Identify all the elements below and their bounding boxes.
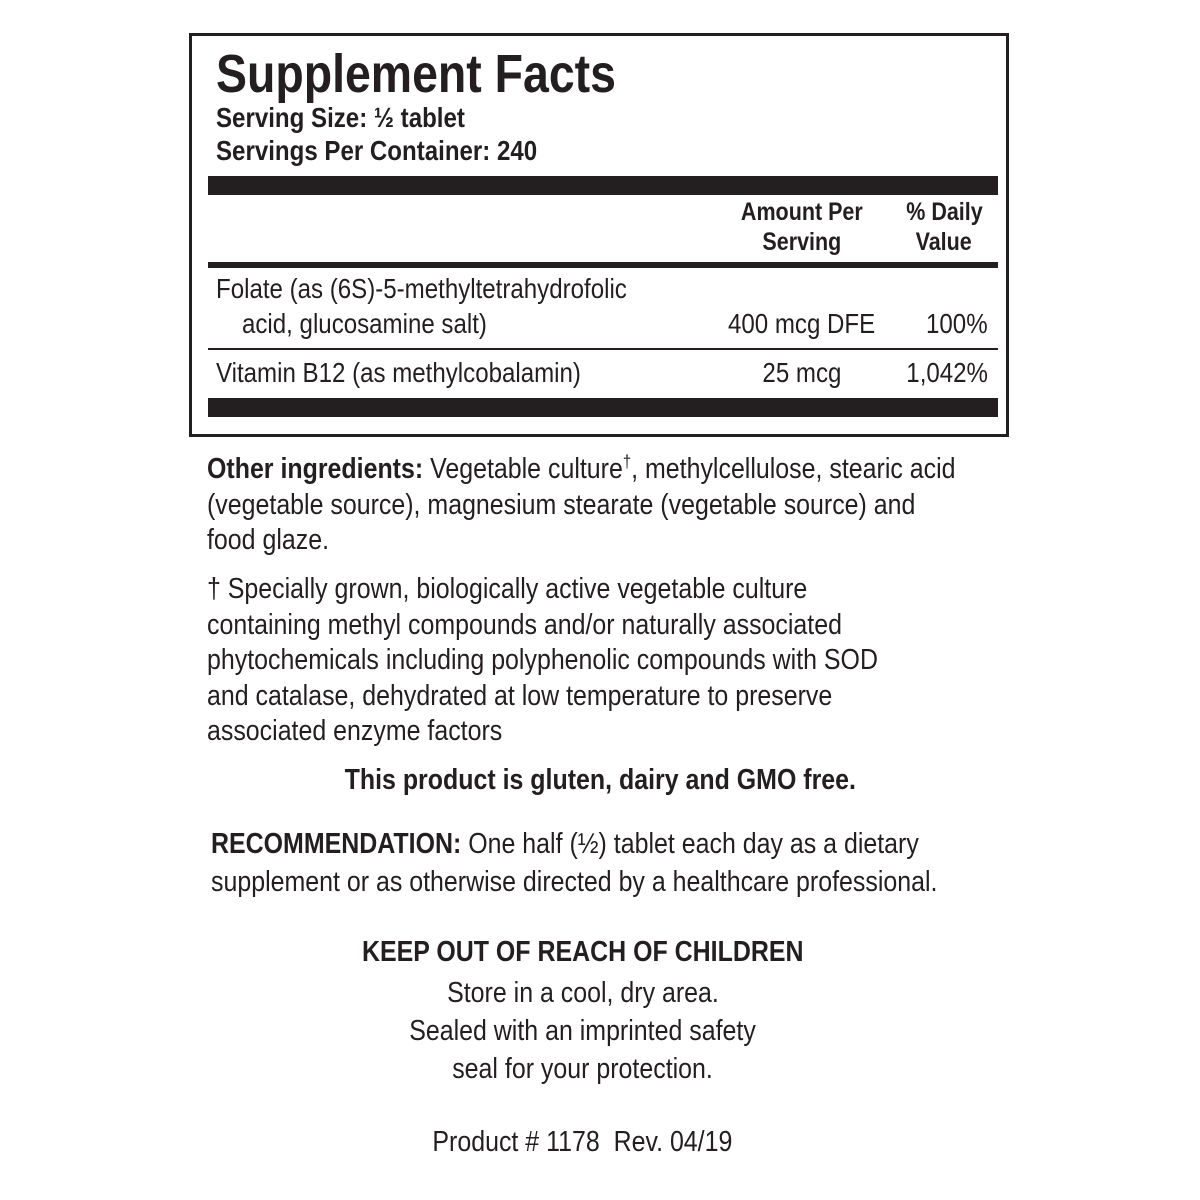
nutrient-dv-folate: 100%: [926, 308, 988, 339]
nutrient-amount-folate: 400 mcg DFE: [728, 308, 876, 339]
other-ingredients: Other ingredients: Vegetable culture†, methylcellulose, stearic acid (vegetable source), magnesium stearate (vegetable source) and food glaze.: [207, 451, 956, 556]
product-number: Product # 1178 Rev. 04/19: [432, 1126, 733, 1158]
nutrient-dv-b12: 1,042%: [906, 357, 988, 388]
row-divider: [208, 348, 998, 350]
dagger-footnote: † Specially grown, biologically active vegetable culture containing methyl compounds and/or naturally associated phytochemicals including polyphenolic compounds with SOD and catalase, dehydrated at low temperature to preserve associated enzyme factors: [207, 573, 878, 747]
panel-title: Supplement Facts: [216, 44, 616, 104]
nutrient-name-folate-cont: acid, glucosamine salt): [242, 308, 487, 339]
column-header-daily-value: % Daily Value: [905, 198, 983, 256]
nutrient-amount-b12: 25 mcg: [762, 357, 842, 388]
thick-rule-top: [208, 176, 998, 195]
allergen-statement: This product is gluten, dairy and GMO free.: [344, 764, 856, 796]
recommendation: RECOMMENDATION: One half (½) tablet each day as a dietary supplement or as otherwise directed by a healthcare professional.: [211, 828, 938, 898]
recommendation-label: RECOMMENDATION:: [211, 828, 462, 860]
nutrient-name-folate: Folate (as (6S)-5-methyltetrahydrofolic: [216, 273, 627, 304]
supplement-facts-panel: [189, 33, 1009, 437]
storage-instructions: Store in a cool, dry area. Sealed with an imprinted safety seal for your protection.: [409, 977, 756, 1085]
warning-title: KEEP OUT OF REACH OF CHILDREN: [361, 936, 804, 968]
nutrient-name-b12: Vitamin B12 (as methylcobalamin): [216, 357, 581, 388]
header-rule: [208, 262, 998, 268]
thick-rule-bottom: [208, 398, 998, 417]
column-header-amount: Amount Per Serving: [741, 198, 863, 256]
serving-size: Serving Size: ½ tablet: [216, 102, 465, 133]
servings-per-container: Servings Per Container: 240: [216, 135, 538, 166]
other-ingredients-label: Other ingredients:: [207, 453, 424, 485]
